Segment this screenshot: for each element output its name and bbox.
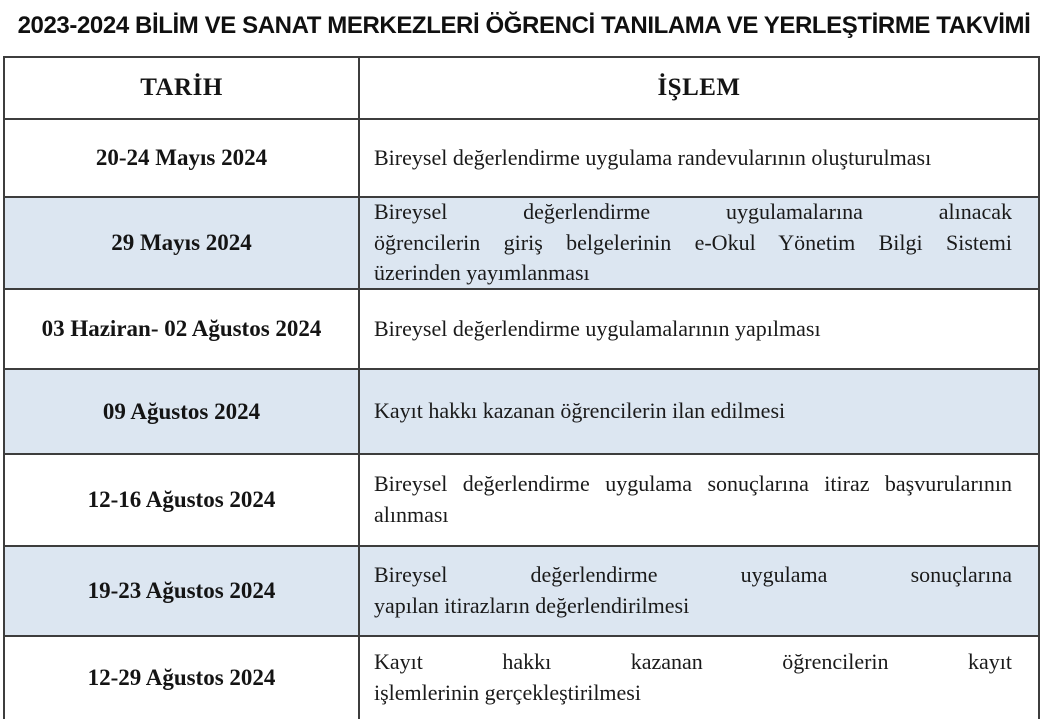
islem-cell (360, 120, 1038, 196)
islem-line: yapılan itirazların değerlendirilmesi (374, 593, 690, 618)
date-text: 29 Mayıs 2024 (111, 230, 252, 255)
date-cell (5, 290, 360, 368)
date-text: 20-24 Mayıs 2024 (95, 145, 268, 170)
date-text: 19-23 Ağustos 2024 (87, 578, 276, 603)
islem-cell (360, 290, 1038, 368)
column-header-tarih: TARİH (5, 58, 360, 118)
page-title: 2023-2024 BİLİM VE SANAT MERKEZLERİ ÖĞRENCİ TANILAMA VE YERLEŞTİRME TAKVİMİ (17, 12, 1031, 39)
date-cell (5, 455, 360, 545)
islem-line: Bireysel değerlendirme uygulama randevularının oluşturulması (374, 144, 932, 170)
table-row (5, 370, 1038, 455)
islem-line: Kayıt hakkı kazanan öğrencilerin ilan edilmesi (374, 398, 786, 424)
islem-line: Bireysel değerlendirme uygulama sonuçlarına itiraz başvurularının (374, 471, 1012, 497)
schedule-table (3, 56, 1040, 719)
table-row (5, 198, 1038, 290)
islem-line: işlemlerinin gerçekleştirilmesi (374, 680, 641, 705)
islem-cell (360, 198, 1038, 288)
date-text: 03 Haziran- 02 Ağustos 2024 (41, 316, 322, 341)
date-text: 12-16 Ağustos 2024 (87, 487, 276, 512)
table-row (5, 455, 1038, 547)
date-cell (5, 370, 360, 453)
islem-cell (360, 370, 1038, 453)
date-text: 09 Ağustos 2024 (102, 398, 261, 424)
date-cell (5, 637, 360, 719)
column-header-islem: İŞLEM (657, 74, 741, 101)
date-cell (5, 120, 360, 196)
table-header-row (5, 58, 1038, 120)
table-body (5, 120, 1038, 719)
islem-line: Bireysel değerlendirme uygulamalarına alınacak (374, 198, 1012, 224)
table-row (5, 547, 1038, 637)
islem-line: Kayıt hakkı kazanan öğrencilerin kayıt (374, 649, 1012, 675)
islem-cell (360, 637, 1038, 719)
table-row (5, 120, 1038, 198)
islem-line: Bireysel değerlendirme uygulamalarının yapılması (374, 315, 821, 341)
date-cell (5, 547, 360, 635)
islem-cell (360, 547, 1038, 635)
islem-line: Bireysel değerlendirme uygulama sonuçlarına (374, 562, 1012, 588)
islem-line: üzerinden yayımlanması (374, 260, 590, 286)
table-row (5, 637, 1038, 719)
islem-cell (360, 455, 1038, 545)
table-row (5, 290, 1038, 370)
date-text: 12-29 Ağustos 2024 (87, 665, 276, 690)
date-cell (5, 198, 360, 288)
islem-line: alınması (374, 502, 449, 527)
islem-line: öğrencilerin giriş belgelerinin e-Okul Yönetim Bilgi Sistemi (374, 229, 1012, 255)
